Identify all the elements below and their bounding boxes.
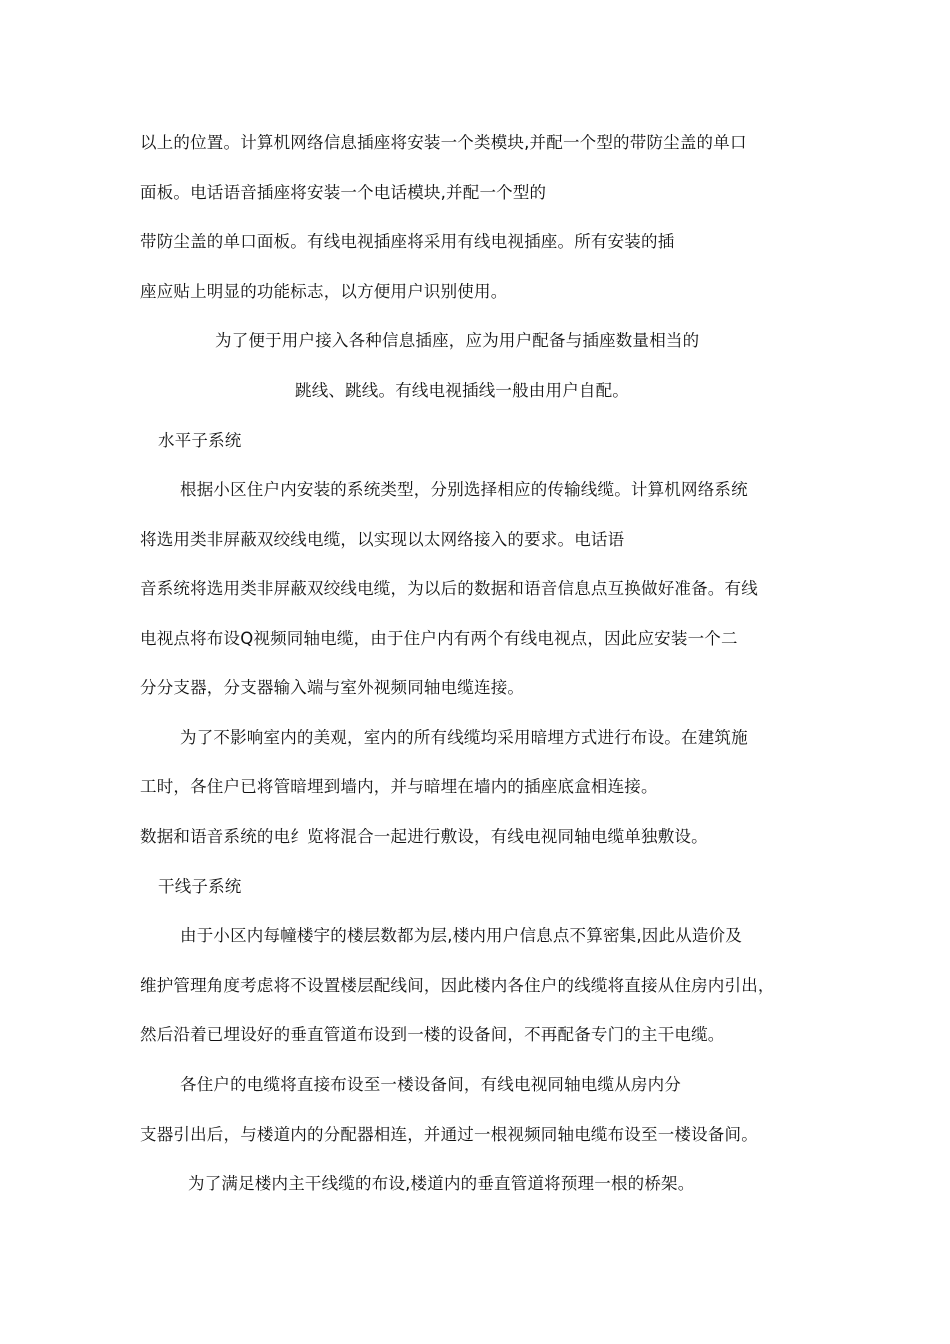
paragraph-line: 为了满足楼内主干线缆的布设,楼道内的垂直管道将预理一根的桥架。 (188, 1174, 695, 1193)
paragraph-line: 维护管理角度考虑将不设置楼层配线间，因此楼内各住户的线缆将直接从住房内引出， (140, 976, 775, 995)
paragraph-line: 然后沿着已埋设好的垂直管道布设到一楼的设备间，不再配备专门的主干电缆。 (140, 1025, 725, 1044)
paragraph-line: 分分支器，分支器输入端与室外视频同轴电缆连接。 (140, 678, 525, 697)
paragraph-line: 座应贴上明显的功能标志，以方便用户识别使用。 (140, 282, 508, 301)
paragraph-line: 为了便于用户接入各种信息插座，应为用户配备与插座数量相当的 (215, 331, 700, 350)
paragraph-line: 音系统将选用类非屏蔽双绞线电缆，为以后的数据和语音信息点互换做好准备。有线 (140, 579, 758, 598)
paragraph-line: 各住户的电缆将直接布设至一楼设备间，有线电视同轴电缆从房内分 (180, 1075, 681, 1094)
paragraph-line: 以上的位置。计算机网络信息插座将安装一个类模块,并配一个型的带防尘盖的单口 (140, 133, 747, 152)
paragraph-line: 根据小区住户内安装的系统类型，分别选择相应的传输线缆。计算机网络系统 (180, 480, 748, 499)
paragraph-line: 带防尘盖的单口面板。有线电视插座将采用有线电视插座。所有安装的插 (140, 232, 675, 251)
paragraph-line: 为了不影响室内的美观，室内的所有线缆均采用暗埋方式进行布设。在建筑施 (180, 728, 748, 747)
paragraph-line: 支器引出后，与楼道内的分配器相连，并通过一根视频同轴电缆布设至一楼设备间。 (140, 1125, 758, 1144)
paragraph-line: 将选用类非屏蔽双绞线电缆，以实现以太网络接入的要求。电话语 (140, 530, 625, 549)
section-heading: 干线子系统 (158, 877, 242, 896)
paragraph-line: 工时，各住户已将管暗埋到墙内，并与暗埋在墙内的插座底盒相连接。 (140, 777, 658, 796)
section-heading: 水平子系统 (158, 431, 242, 450)
paragraph-line: 数据和语音系统的电纟览将混合一起进行敷设，有线电视同轴电缆单独敷设。 (140, 827, 708, 846)
paragraph-line: 电视点将布设Q视频同轴电缆，由于住户内有两个有线电视点，因此应安装一个二 (140, 629, 738, 648)
paragraph-line: 由于小区内每幢楼宇的楼层数都为层,楼内用户信息点不算密集,因此从造价及 (180, 926, 742, 945)
paragraph-line: 面板。电话语音插座将安装一个电话模块,并配一个型的 (140, 183, 547, 202)
paragraph-line: 跳线、跳线。有线电视插线一般由用户自配。 (295, 381, 629, 400)
